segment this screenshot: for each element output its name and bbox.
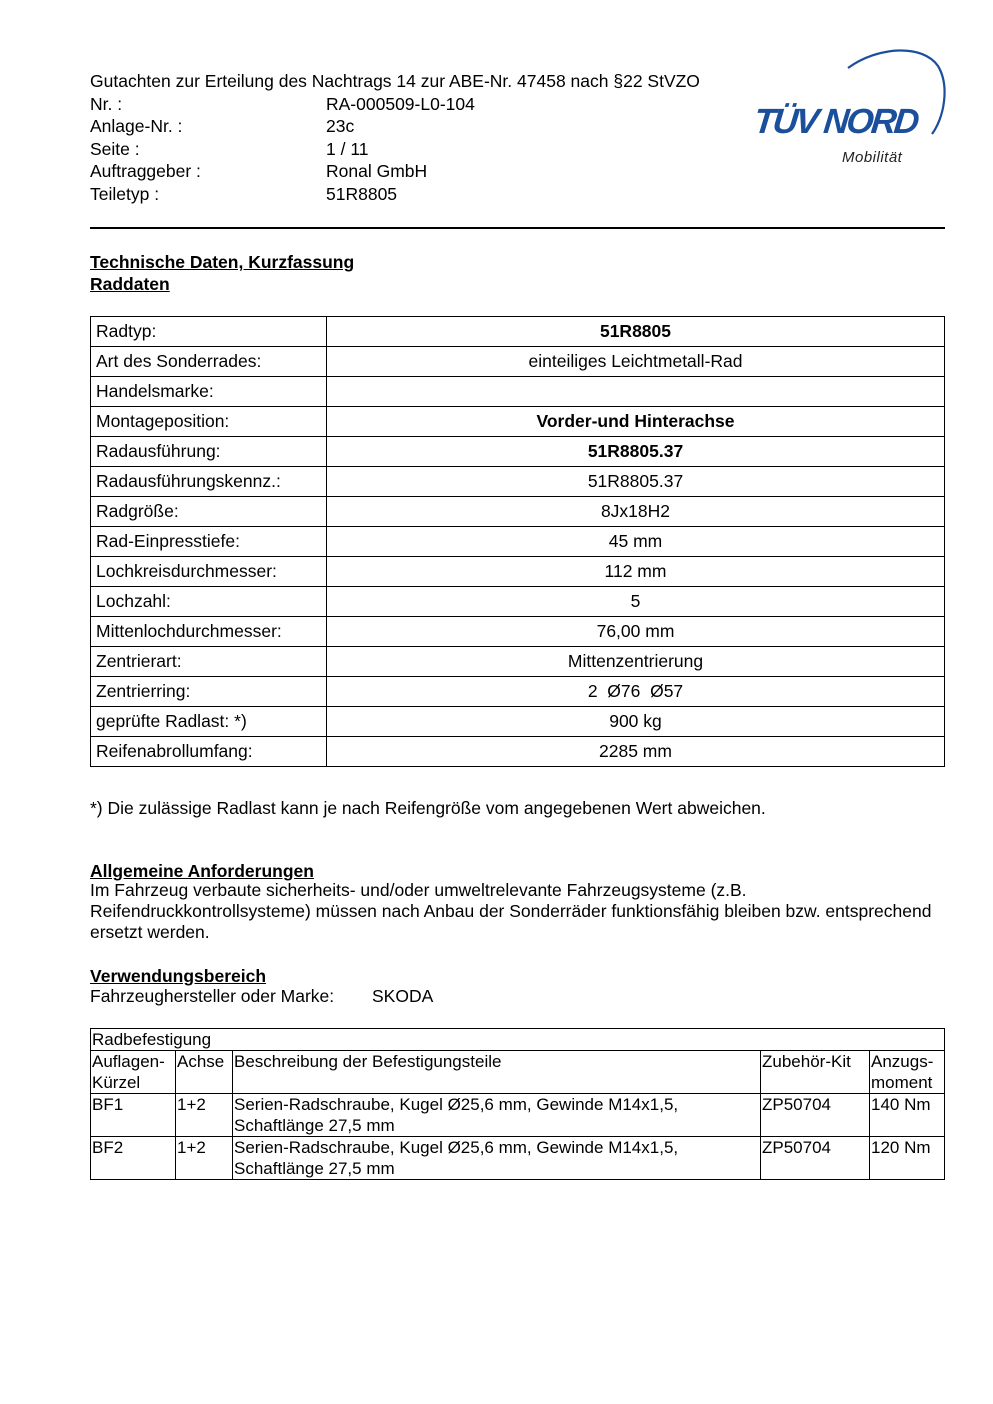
table-row bbox=[91, 467, 945, 497]
table-cell: BF2 bbox=[91, 1137, 176, 1180]
row-value: 2 Ø76 Ø57 bbox=[327, 677, 945, 707]
row-key: Radausführungskennz.: bbox=[91, 467, 327, 497]
header-label: Teiletyp : bbox=[90, 183, 160, 204]
table-row bbox=[91, 497, 945, 527]
header-value: 23c bbox=[326, 116, 355, 136]
row-key: Rad-Einpresstiefe: bbox=[91, 527, 327, 557]
row-value: 76,00 mm bbox=[327, 617, 945, 647]
header-label: Seite : bbox=[90, 138, 140, 159]
row-value: Vorder-und Hinterachse bbox=[327, 407, 945, 437]
column-header: Auflagen-Kürzel bbox=[91, 1051, 176, 1094]
row-value: 5 bbox=[327, 587, 945, 617]
row-key: Radausführung: bbox=[91, 437, 327, 467]
header-value: 1 / 11 bbox=[326, 138, 369, 159]
row-value: 112 mm bbox=[327, 557, 945, 587]
table-row bbox=[91, 587, 945, 617]
header-value: Ronal GmbH bbox=[326, 161, 428, 181]
row-value: Mittenzentrierung bbox=[327, 647, 945, 677]
row-value bbox=[327, 377, 945, 407]
table-header-row bbox=[91, 1051, 945, 1094]
table-cell: 140 Nm bbox=[870, 1094, 945, 1137]
row-value: 8Jx18H2 bbox=[327, 497, 945, 527]
table-row bbox=[91, 647, 945, 677]
row-value: einteiliges Leichtmetall-Rad bbox=[327, 347, 945, 377]
usage-line bbox=[90, 986, 433, 1007]
table-cell: 1+2 bbox=[176, 1137, 233, 1180]
row-key: Zentrierring: bbox=[91, 677, 327, 707]
header-row-nr bbox=[90, 93, 700, 116]
logo-subtitle: Mobilität bbox=[842, 149, 903, 166]
table-cell: ZP50704 bbox=[761, 1094, 870, 1137]
row-key: Montageposition: bbox=[91, 407, 327, 437]
row-key: Radtyp: bbox=[91, 317, 327, 347]
wheel-fastening-table bbox=[90, 1028, 945, 1180]
wheel-data-table bbox=[90, 316, 945, 767]
header-row-teiletyp bbox=[90, 183, 700, 206]
table-row bbox=[91, 407, 945, 437]
table-row bbox=[91, 677, 945, 707]
table-cell: BF1 bbox=[91, 1094, 176, 1137]
table-cell: Serien-Radschraube, Kugel Ø25,6 mm, Gewinde M14x1,5, Schaftlänge 27,5 mm bbox=[233, 1137, 761, 1180]
header-value: RA-000509-L0-104 bbox=[326, 93, 475, 114]
header-row-seite bbox=[90, 138, 700, 161]
requirements-text: Im Fahrzeug verbaute sicherheits- und/oder umweltrelevante Fahrzeugsysteme (z.B. Reifendruckkontrollsysteme) müssen nach Anbau der Sonderräder funktionsfähig bleiben bzw. entsprechend ersetzt werden. bbox=[90, 880, 932, 942]
section-title-technical: Technische Daten, Kurzfassung bbox=[90, 252, 355, 272]
table-caption-row bbox=[91, 1029, 945, 1051]
row-key: Lochkreisdurchmesser: bbox=[91, 557, 327, 587]
row-value: 51R8805 bbox=[327, 317, 945, 347]
row-key: Radgröße: bbox=[91, 497, 327, 527]
table-row bbox=[91, 347, 945, 377]
header-label: Auftraggeber : bbox=[90, 161, 201, 181]
table-row bbox=[91, 437, 945, 467]
column-header: Beschreibung der Befestigungsteile bbox=[233, 1051, 761, 1094]
tuev-nord-logo bbox=[748, 46, 948, 170]
column-header: Zubehör-Kit bbox=[761, 1051, 870, 1094]
header-label: Nr. : bbox=[90, 93, 123, 114]
document-header bbox=[90, 70, 700, 205]
row-value: 45 mm bbox=[327, 527, 945, 557]
row-key: geprüfte Radlast: *) bbox=[91, 707, 327, 737]
table-cell: Serien-Radschraube, Kugel Ø25,6 mm, Gewinde M14x1,5, Schaftlänge 27,5 mm bbox=[233, 1094, 761, 1137]
table-row bbox=[91, 527, 945, 557]
row-key: Mittenlochdurchmesser: bbox=[91, 617, 327, 647]
header-value: 51R8805 bbox=[326, 183, 398, 204]
table-caption: Radbefestigung bbox=[91, 1029, 945, 1051]
header-row-anlage bbox=[90, 115, 700, 138]
usage-label: Fahrzeughersteller oder Marke: bbox=[90, 986, 335, 1006]
header-row-auftraggeber bbox=[90, 160, 700, 183]
column-header: Anzugs-moment bbox=[870, 1051, 945, 1094]
table-row bbox=[91, 557, 945, 587]
table-row bbox=[91, 317, 945, 347]
row-key: Lochzahl: bbox=[91, 587, 327, 617]
row-value: 51R8805.37 bbox=[327, 437, 945, 467]
logo-wordmark: TÜV NORD bbox=[752, 102, 919, 141]
radlast-footnote: *) Die zulässige Radlast kann je nach Reifengröße vom angegebenen Wert abweichen. bbox=[90, 798, 766, 818]
table-cell: 1+2 bbox=[176, 1094, 233, 1137]
row-key: Handelsmarke: bbox=[91, 377, 327, 407]
column-header: Achse bbox=[176, 1051, 233, 1094]
header-divider bbox=[90, 227, 945, 229]
row-value: 51R8805.37 bbox=[327, 467, 945, 497]
section-subtitle-raddaten: Raddaten bbox=[90, 274, 170, 294]
row-key: Reifenabrollumfang: bbox=[91, 737, 327, 767]
row-key: Art des Sonderrades: bbox=[91, 347, 327, 377]
table-row bbox=[91, 1094, 945, 1137]
table-row bbox=[91, 707, 945, 737]
row-key: Zentrierart: bbox=[91, 647, 327, 677]
table-row bbox=[91, 737, 945, 767]
usage-value: SKODA bbox=[372, 986, 434, 1006]
table-cell: 120 Nm bbox=[870, 1137, 945, 1180]
document-title: Gutachten zur Erteilung des Nachtrags 14 zur ABE-Nr. 47458 nach §22 StVZO bbox=[90, 71, 700, 91]
table-row bbox=[91, 617, 945, 647]
row-value: 2285 mm bbox=[327, 737, 945, 767]
row-value: 900 kg bbox=[327, 707, 945, 737]
section-title-usage: Verwendungsbereich bbox=[90, 966, 267, 986]
table-row bbox=[91, 1137, 945, 1180]
section-title-requirements: Allgemeine Anforderungen bbox=[90, 861, 314, 881]
table-row bbox=[91, 377, 945, 407]
table-cell: ZP50704 bbox=[761, 1137, 870, 1180]
header-label: Anlage-Nr. : bbox=[90, 116, 183, 136]
